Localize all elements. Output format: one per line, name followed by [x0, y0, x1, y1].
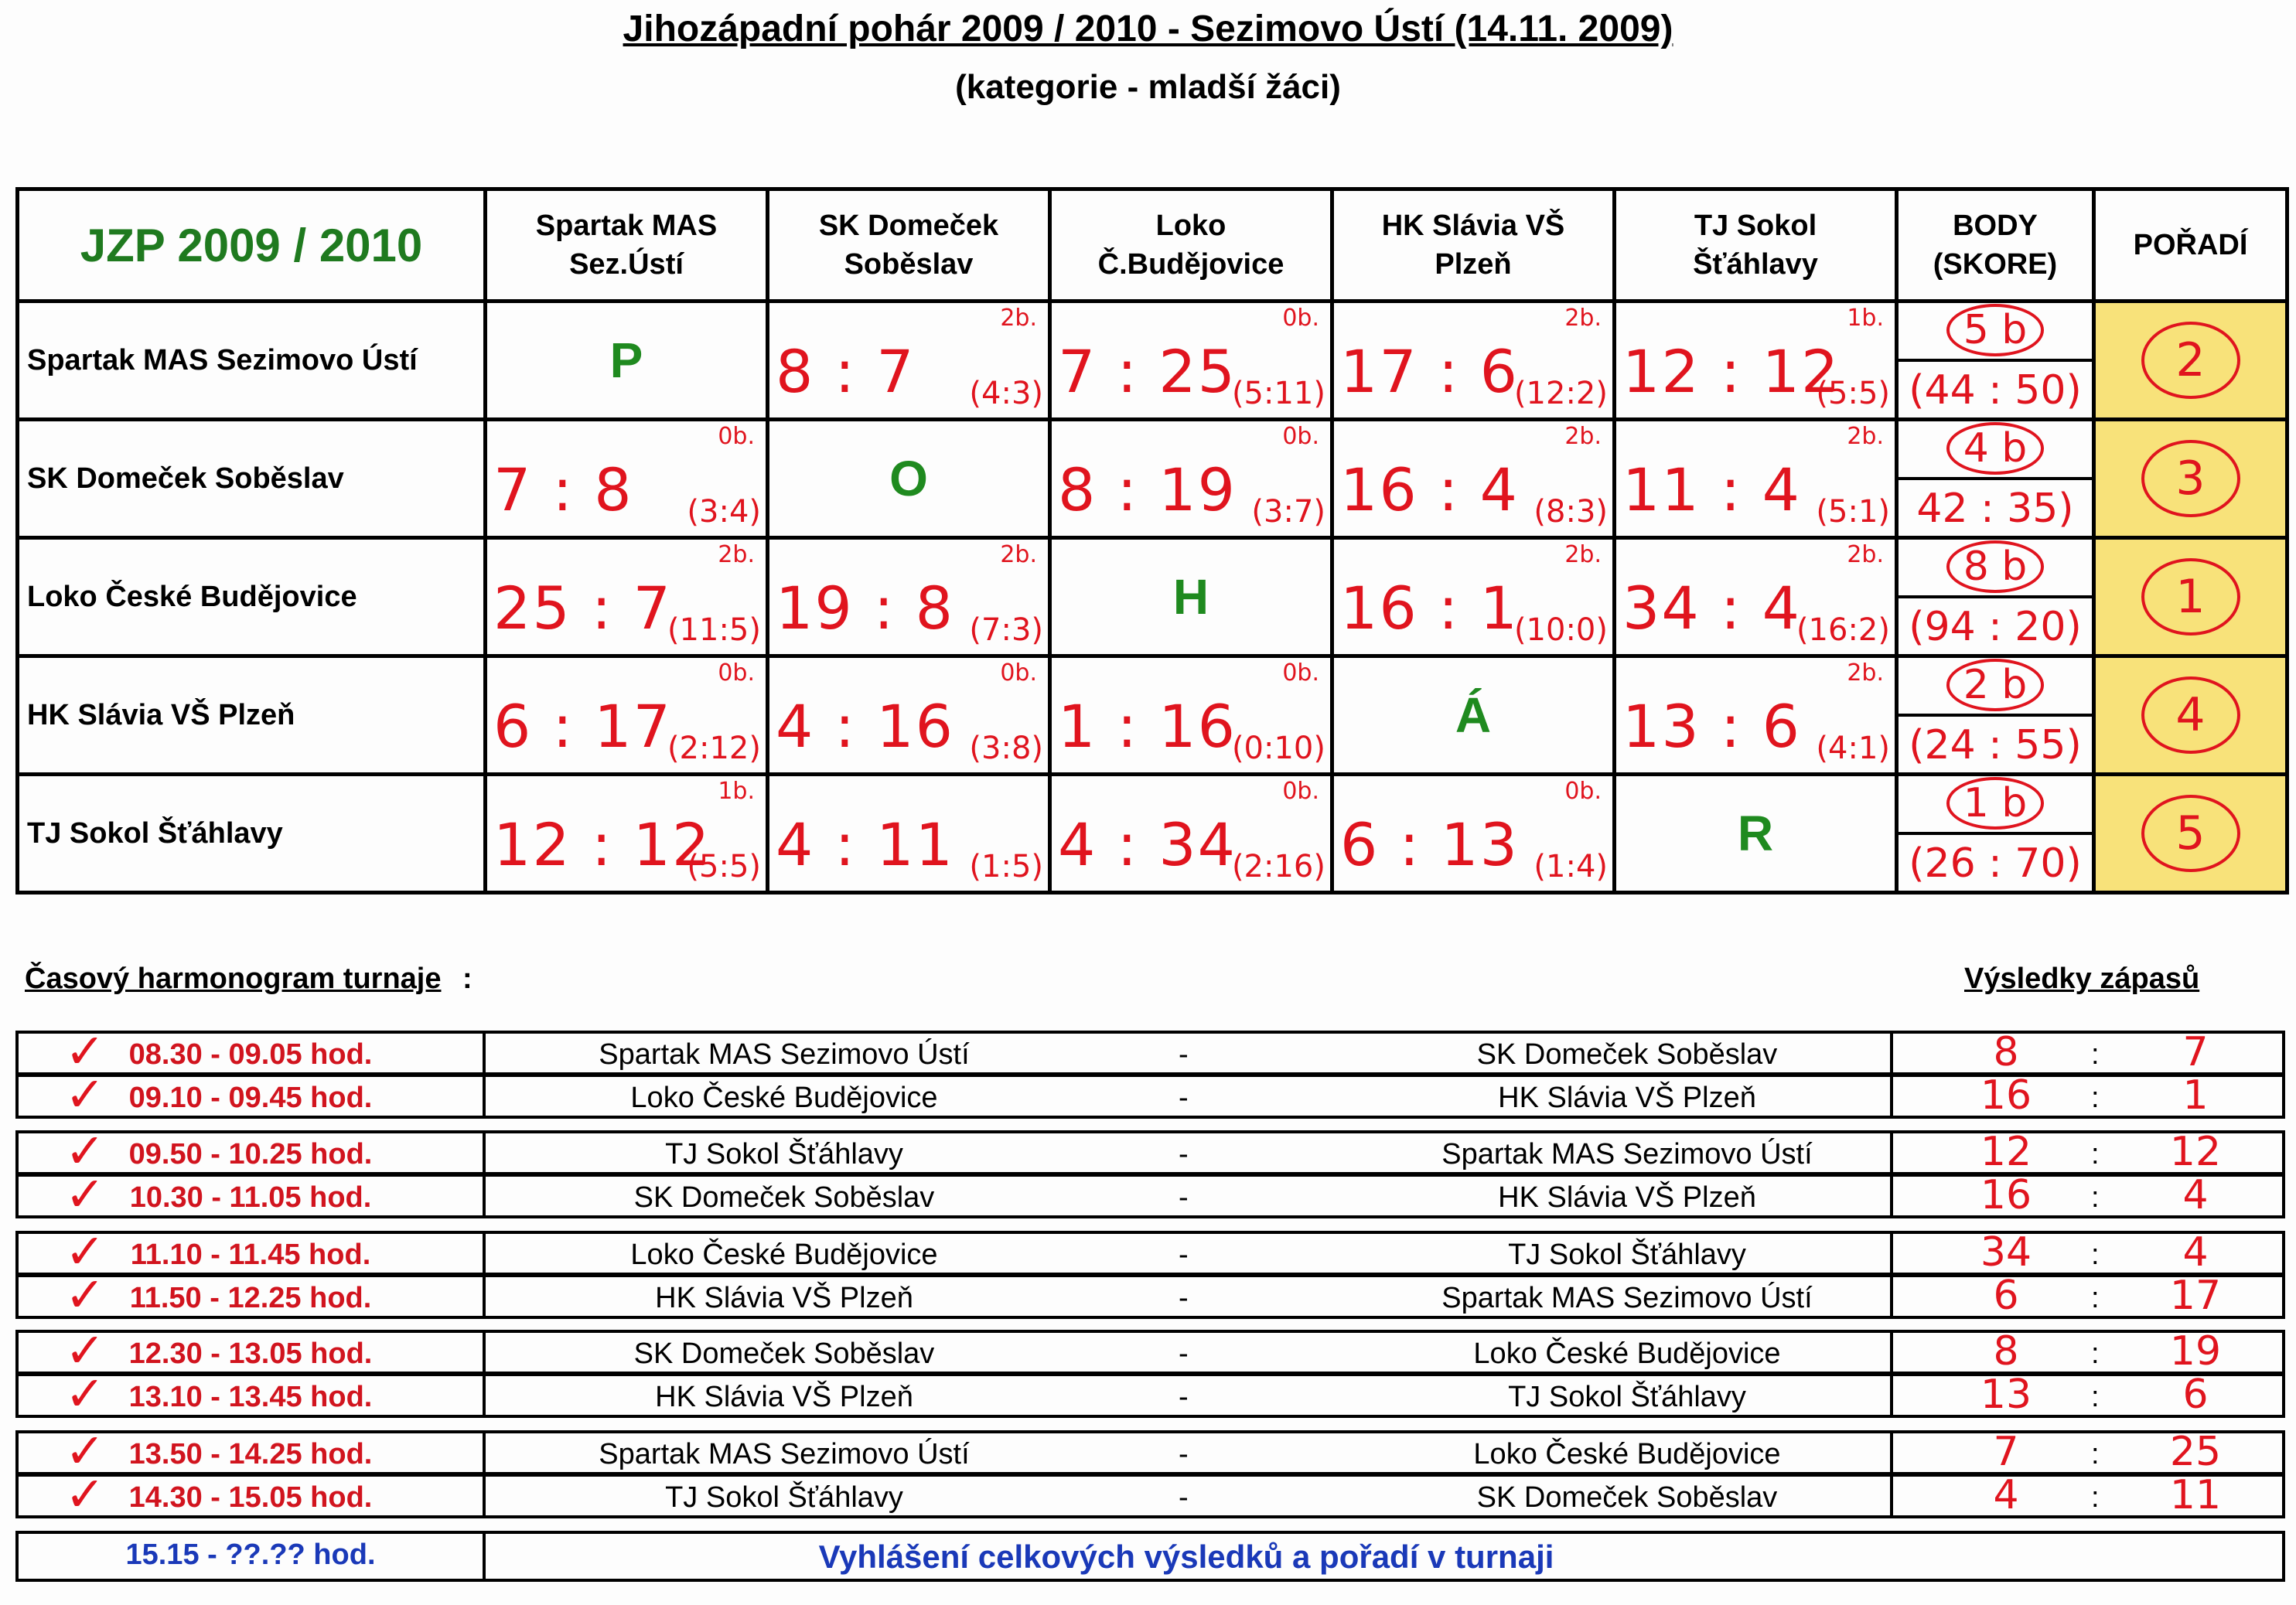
- match-score: 8 : 19: [1058, 455, 1237, 524]
- halftime-score: (3:4): [687, 494, 761, 530]
- check-mark-icon: ✓: [65, 1023, 105, 1079]
- halftime-score: (11:5): [667, 612, 761, 648]
- versus-dash: -: [1179, 1481, 1189, 1514]
- versus-dash: -: [1179, 1082, 1189, 1114]
- home-team: SK Domeček Soběslav: [633, 1181, 935, 1214]
- away-team: Loko České Budějovice: [1473, 1438, 1781, 1470]
- rank-cell: [2094, 656, 2287, 775]
- match-cell: [1050, 656, 1332, 775]
- col-header-line: Soběslav: [844, 248, 974, 281]
- away-score: 1: [2182, 1072, 2209, 1119]
- match-cell: [486, 656, 768, 775]
- schedule-row: [15, 1423, 2285, 1479]
- col-header-line: HK Slávia VŠ: [1381, 210, 1565, 242]
- halftime-score: (3:8): [969, 731, 1043, 766]
- skore-value: (24 : 55): [1909, 722, 2082, 768]
- col-header-line: Spartak MAS: [535, 210, 718, 242]
- halftime-score: (1:4): [1534, 849, 1608, 884]
- halftime-score: (12:2): [1513, 376, 1608, 411]
- match-score: 6 : 17: [493, 692, 672, 761]
- halftime-score: (16:2): [1796, 612, 1890, 648]
- home-team: Spartak MAS Sezimovo Ústí: [599, 1438, 970, 1470]
- match-time: 08.30 - 09.05 hod.: [128, 1038, 373, 1071]
- grid-body: [18, 302, 2287, 893]
- home-score: 12: [1980, 1129, 2032, 1175]
- match-points-mark: 2b.: [1847, 423, 1884, 450]
- diagonal-letter: R: [1615, 775, 1897, 893]
- match-score: 4 : 11: [776, 810, 954, 879]
- rank-value: 5: [2141, 795, 2240, 872]
- away-score: 25: [2169, 1429, 2222, 1475]
- halftime-score: (0:10): [1231, 731, 1325, 766]
- home-team: Loko České Budějovice: [630, 1082, 938, 1114]
- away-team: SK Domeček Soběslav: [1476, 1481, 1778, 1514]
- match-score: 7 : 8: [493, 455, 633, 524]
- match-time: 11.10 - 11.45 hod.: [130, 1239, 371, 1271]
- diagonal-letter: H: [1050, 538, 1332, 656]
- versus-dash: -: [1179, 1438, 1189, 1470]
- row-team-name: Loko České Budějovice: [18, 538, 486, 656]
- home-score: 34: [1980, 1229, 2032, 1276]
- away-team: Spartak MAS Sezimovo Ústí: [1441, 1282, 1813, 1314]
- home-team: HK Slávia VŠ Plzeň: [655, 1282, 913, 1314]
- check-mark-icon: ✓: [65, 1423, 105, 1479]
- away-score: 11: [2169, 1472, 2222, 1518]
- home-team: Loko České Budějovice: [630, 1239, 938, 1271]
- rank-value: 4: [2141, 676, 2240, 754]
- check-mark-icon: ✓: [65, 1123, 105, 1179]
- check-mark-icon: ✓: [65, 1066, 105, 1123]
- match-time: 12.30 - 13.05 hod.: [128, 1338, 373, 1370]
- away-score: 7: [2182, 1029, 2209, 1075]
- points-cell: [1897, 538, 2094, 656]
- match-score: 1 : 16: [1058, 692, 1237, 761]
- match-cell: [1332, 420, 1615, 538]
- versus-dash: -: [1179, 1338, 1189, 1370]
- rank-value: 1: [2141, 558, 2240, 636]
- match-points-mark: 0b.: [718, 423, 755, 450]
- col-header-team: [768, 189, 1050, 302]
- halftime-score: (2:16): [1231, 849, 1325, 884]
- versus-dash: -: [1179, 1181, 1189, 1214]
- col-header-line: Č.Budějovice: [1097, 248, 1284, 281]
- rank-cell: [2094, 538, 2287, 656]
- match-points-mark: 0b.: [1282, 423, 1319, 450]
- away-team: Spartak MAS Sezimovo Ústí: [1441, 1138, 1813, 1171]
- points-value: 8 b: [1946, 540, 2045, 593]
- match-time: 13.10 - 13.45 hod.: [128, 1381, 373, 1413]
- row-divider: [1890, 1333, 1893, 1372]
- match-score: 7 : 25: [1058, 337, 1237, 406]
- col-header-team: [486, 189, 768, 302]
- score-colon: :: [2091, 1239, 2100, 1271]
- row-divider: [1890, 1133, 1893, 1172]
- row-divider: [1890, 1433, 1893, 1472]
- check-mark-icon: ✓: [65, 1266, 105, 1323]
- check-mark-icon: ✓: [65, 1322, 105, 1378]
- halftime-score: (1:5): [969, 849, 1043, 884]
- grid-corner-label: JZP 2009 / 2010: [18, 189, 486, 302]
- skore-value: (44 : 50): [1909, 367, 2082, 414]
- grid-row: [18, 775, 2287, 893]
- match-points-mark: 0b.: [1564, 778, 1602, 805]
- match-cell: [1050, 420, 1332, 538]
- halftime-score: (7:3): [969, 612, 1043, 648]
- match-score: 17 : 6: [1340, 337, 1519, 406]
- versus-dash: -: [1179, 1282, 1189, 1314]
- rank-value: 3: [2141, 440, 2240, 517]
- check-mark-icon: ✓: [65, 1365, 105, 1422]
- match-score: 12 : 12: [1622, 337, 1841, 406]
- final-time: 15.15 - ??.?? hod.: [125, 1539, 376, 1571]
- match-points-mark: 2b.: [1847, 659, 1884, 687]
- match-score: 11 : 4: [1622, 455, 1801, 524]
- col-header-team: [1050, 189, 1332, 302]
- grid-row: [18, 538, 2287, 656]
- match-points-mark: 2b.: [1000, 541, 1037, 568]
- home-score: 13: [1980, 1372, 2032, 1418]
- match-time: 11.50 - 12.25 hod.: [129, 1282, 372, 1314]
- score-colon: :: [2091, 1038, 2100, 1071]
- points-cell: [1897, 420, 2094, 538]
- versus-dash: -: [1179, 1138, 1189, 1171]
- match-points-mark: 2b.: [1564, 305, 1602, 332]
- home-score: 4: [1993, 1472, 2019, 1518]
- home-team: Spartak MAS Sezimovo Ústí: [599, 1038, 970, 1071]
- match-points-mark: 0b.: [1282, 305, 1319, 332]
- points-box: [1899, 656, 2092, 717]
- skore-value: (26 : 70): [1909, 840, 2082, 887]
- rank-cell: [2094, 420, 2287, 538]
- home-score: 16: [1980, 1072, 2032, 1119]
- col-header-points: [1897, 189, 2094, 302]
- match-time: 13.50 - 14.25 hod.: [128, 1438, 373, 1470]
- versus-dash: -: [1179, 1381, 1189, 1413]
- points-value: 4 b: [1946, 422, 2045, 475]
- score-colon: :: [2091, 1481, 2100, 1514]
- match-score: 6 : 13: [1340, 810, 1519, 879]
- page-title: Jihozápadní pohár 2009 / 2010 - Sezimovo Ústí (14.11. 2009): [623, 9, 1673, 49]
- check-mark-icon: ✓: [65, 1223, 105, 1280]
- row-team-name: HK Slávia VŠ Plzeň: [18, 656, 486, 775]
- match-score: 16 : 4: [1340, 455, 1519, 524]
- match-cell: [768, 538, 1050, 656]
- score-colon: :: [2091, 1438, 2100, 1470]
- score-colon: :: [2091, 1181, 2100, 1214]
- row-team-name: SK Domeček Soběslav: [18, 420, 486, 538]
- col-header-team: [1332, 189, 1615, 302]
- match-cell: [768, 302, 1050, 420]
- col-header-team: [1615, 189, 1897, 302]
- halftime-score: (3:7): [1251, 494, 1325, 530]
- grid-header-row: [18, 189, 2287, 302]
- row-divider: [1890, 1376, 1893, 1415]
- schedule-row: [15, 1466, 2285, 1522]
- row-divider: [1890, 1234, 1893, 1273]
- halftime-score: (5:5): [687, 849, 761, 884]
- schedule-heading-text: Časový harmonogram turnaje: [25, 963, 442, 995]
- match-cell: [1615, 302, 1897, 420]
- home-score: 6: [1993, 1273, 2019, 1319]
- match-time: 09.10 - 09.45 hod.: [128, 1082, 373, 1114]
- match-cell: [1332, 302, 1615, 420]
- halftime-score: (2:12): [667, 731, 761, 766]
- final-announcement-row: [15, 1531, 2285, 1582]
- match-score: 13 : 6: [1622, 692, 1801, 761]
- match-score: 4 : 34: [1058, 810, 1237, 879]
- skore-value: (94 : 20): [1909, 604, 2082, 650]
- away-team: HK Slávia VŠ Plzeň: [1498, 1181, 1756, 1214]
- halftime-score: (5:5): [1816, 376, 1890, 411]
- match-score: 4 : 16: [776, 692, 954, 761]
- home-score: 7: [1993, 1429, 2019, 1475]
- schedule-row: [15, 1365, 2285, 1422]
- halftime-score: (4:1): [1816, 731, 1890, 766]
- away-team: Loko České Budějovice: [1473, 1338, 1781, 1370]
- match-score: 12 : 12: [493, 810, 711, 879]
- points-cell: [1897, 775, 2094, 893]
- match-cell: [486, 775, 768, 893]
- away-team: SK Domeček Soběslav: [1476, 1038, 1778, 1071]
- match-score: 16 : 1: [1340, 574, 1519, 642]
- col-header-line: Šťáhlavy: [1693, 248, 1818, 281]
- points-value: 2 b: [1946, 659, 2045, 711]
- points-box: [1899, 302, 2092, 362]
- row-divider: [1890, 1277, 1893, 1316]
- match-time: 09.50 - 10.25 hod.: [128, 1138, 373, 1171]
- home-score: 8: [1993, 1029, 2019, 1075]
- score-colon: :: [2091, 1138, 2100, 1171]
- halftime-score: (4:3): [969, 376, 1043, 411]
- points-box: [1899, 775, 2092, 835]
- match-cell: [1615, 656, 1897, 775]
- score-colon: :: [2091, 1282, 2100, 1314]
- row-divider: [1890, 1477, 1893, 1515]
- match-points-mark: 1b.: [1847, 305, 1884, 332]
- schedule-row: [15, 1066, 2285, 1123]
- away-score: 17: [2169, 1273, 2222, 1319]
- points-cell: [1897, 656, 2094, 775]
- points-cell: [1897, 302, 2094, 420]
- halftime-score: (5:1): [1816, 494, 1890, 530]
- grid-row: [18, 656, 2287, 775]
- row-divider: [1890, 1034, 1893, 1072]
- diagonal-letter: O: [768, 420, 1050, 538]
- match-cell: [486, 420, 768, 538]
- away-score: 6: [2182, 1372, 2209, 1418]
- score-colon: :: [2091, 1082, 2100, 1114]
- points-box: [1899, 420, 2092, 480]
- home-team: TJ Sokol Šťáhlavy: [665, 1138, 903, 1171]
- match-cell: [1615, 420, 1897, 538]
- schedule-row: [15, 1166, 2285, 1222]
- grid-row: [18, 302, 2287, 420]
- away-team: TJ Sokol Šťáhlavy: [1508, 1381, 1746, 1413]
- skore-value: 42 : 35): [1916, 486, 2074, 532]
- schedule-row: [15, 1266, 2285, 1323]
- schedule-row: [15, 1023, 2285, 1079]
- halftime-score: (5:11): [1231, 376, 1325, 411]
- schedule-heading-suffix: :: [462, 963, 473, 995]
- points-value: 1 b: [1946, 777, 2045, 830]
- match-cell: [768, 775, 1050, 893]
- col-header-line: Loko: [1155, 210, 1226, 242]
- score-colon: :: [2091, 1381, 2100, 1413]
- results-grid: [15, 187, 2289, 895]
- match-time: 10.30 - 11.05 hod.: [129, 1181, 372, 1214]
- home-team: SK Domeček Soběslav: [633, 1338, 935, 1370]
- schedule-row: [15, 1123, 2285, 1179]
- away-score: 19: [2169, 1328, 2222, 1375]
- col-header-line: TJ Sokol: [1694, 210, 1817, 242]
- points-value: 5 b: [1946, 304, 2045, 356]
- match-score: 19 : 8: [776, 574, 954, 642]
- match-points-mark: 1b.: [718, 778, 755, 805]
- away-team: TJ Sokol Šťáhlavy: [1508, 1239, 1746, 1271]
- col-header-rank: POŘADÍ: [2094, 189, 2287, 302]
- col-header-line: Sez.Ústí: [569, 248, 684, 281]
- versus-dash: -: [1179, 1239, 1189, 1271]
- match-cell: [1615, 538, 1897, 656]
- match-cell: [1332, 538, 1615, 656]
- match-points-mark: 2b.: [1847, 541, 1884, 568]
- match-cell: [1050, 302, 1332, 420]
- col-header-line: BODY: [1953, 210, 2038, 242]
- col-header-line: Plzeň: [1435, 248, 1512, 281]
- home-score: 8: [1993, 1328, 2019, 1375]
- halftime-score: (10:0): [1513, 612, 1608, 648]
- rank-value: 2: [2141, 322, 2240, 399]
- versus-dash: -: [1179, 1038, 1189, 1071]
- home-team: HK Slávia VŠ Plzeň: [655, 1381, 913, 1413]
- away-score: 4: [2182, 1229, 2209, 1276]
- score-colon: :: [2091, 1338, 2100, 1370]
- rank-cell: [2094, 302, 2287, 420]
- home-score: 16: [1980, 1172, 2032, 1218]
- match-points-mark: 0b.: [1000, 659, 1037, 687]
- results-heading: Výsledky zápasů: [1964, 963, 2200, 995]
- away-team: HK Slávia VŠ Plzeň: [1498, 1082, 1756, 1114]
- match-points-mark: 2b.: [1564, 541, 1602, 568]
- final-announcement-text: Vyhlášení celkových výsledků a pořadí v turnaji: [818, 1539, 1554, 1575]
- match-cell: [1050, 775, 1332, 893]
- match-points-mark: 2b.: [1000, 305, 1037, 332]
- rank-cell: [2094, 775, 2287, 893]
- schedule-heading: [25, 963, 441, 996]
- match-time: 14.30 - 15.05 hod.: [128, 1481, 373, 1514]
- match-score: 25 : 7: [493, 574, 672, 642]
- row-team-name: Spartak MAS Sezimovo Ústí: [18, 302, 486, 420]
- points-box: [1899, 538, 2092, 598]
- match-cell: [768, 656, 1050, 775]
- check-mark-icon: ✓: [65, 1466, 105, 1522]
- diagonal-letter: P: [486, 302, 768, 420]
- home-team: TJ Sokol Šťáhlavy: [665, 1481, 903, 1514]
- match-points-mark: 2b.: [1564, 423, 1602, 450]
- schedule-row: [15, 1322, 2285, 1378]
- diagonal-letter: Á: [1332, 656, 1615, 775]
- match-points-mark: 0b.: [1282, 659, 1319, 687]
- match-cell: [1332, 775, 1615, 893]
- away-score: 4: [2182, 1172, 2209, 1218]
- col-header-line: (SKORE): [1933, 248, 2058, 281]
- row-divider: [1890, 1177, 1893, 1215]
- check-mark-icon: ✓: [65, 1166, 105, 1222]
- match-points-mark: 0b.: [718, 659, 755, 687]
- row-team-name: TJ Sokol Šťáhlavy: [18, 775, 486, 893]
- match-cell: [486, 538, 768, 656]
- row-divider: [1890, 1077, 1893, 1116]
- page-subtitle: (kategorie - mladší žáci): [955, 68, 1341, 106]
- away-score: 12: [2169, 1129, 2222, 1175]
- match-points-mark: 2b.: [718, 541, 755, 568]
- match-points-mark: 0b.: [1282, 778, 1319, 805]
- col-header-line: SK Domeček: [818, 210, 999, 242]
- match-score: 8 : 7: [776, 337, 916, 406]
- grid-row: [18, 420, 2287, 538]
- schedule-row: [15, 1223, 2285, 1280]
- match-score: 34 : 4: [1622, 574, 1801, 642]
- halftime-score: (8:3): [1534, 494, 1608, 530]
